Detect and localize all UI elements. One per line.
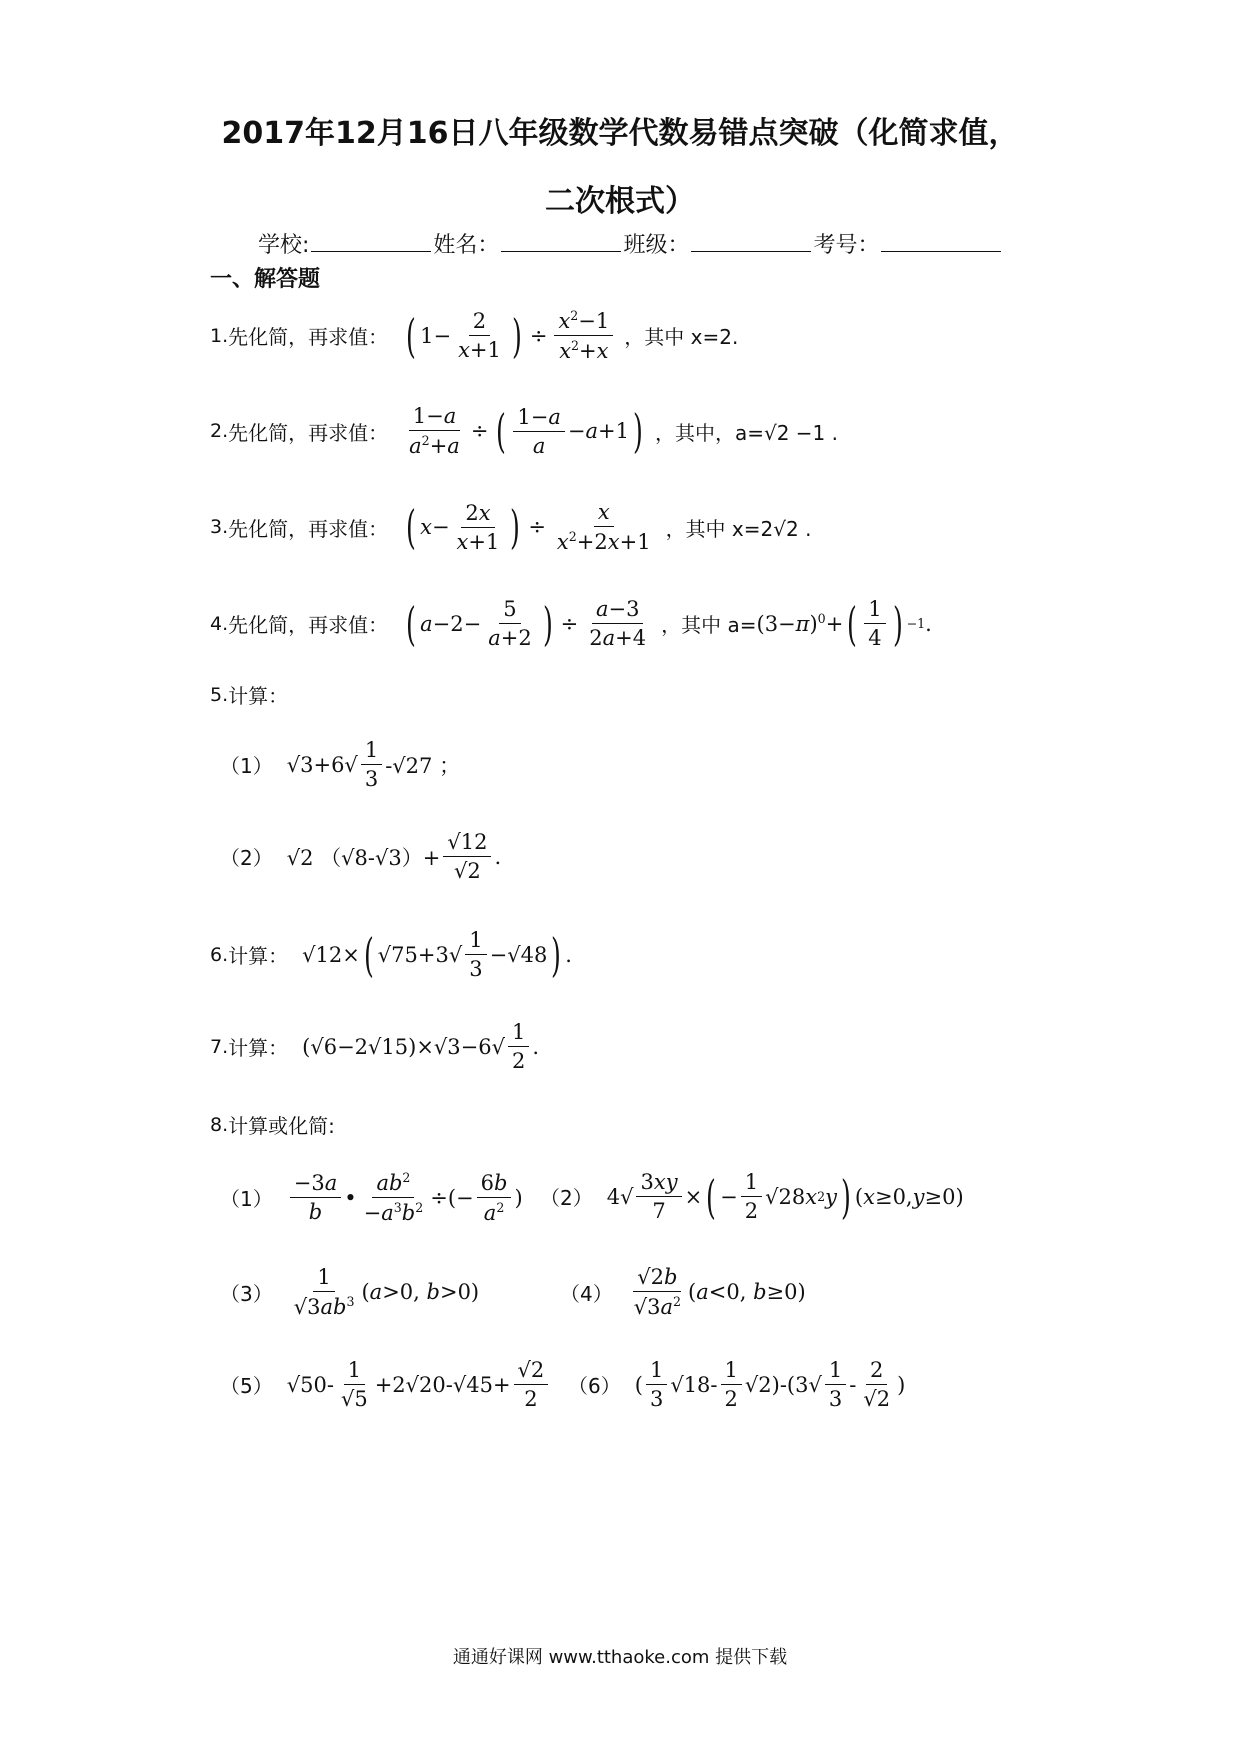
page-title-line1: 2017年12月16日八年级数学代数易错点突破（化简求值， bbox=[221, 116, 1019, 151]
question-6: 6. 计算： √12× ( √75+3√ $\frac{1}{3}$ −√48 ) . bbox=[210, 927, 572, 982]
question-8-part-1: （1） $\frac{-3a}{b}$ • $\frac{ab^2}{-a^3b^2}$ ÷(− $\frac{6b}{a^2}$ ) bbox=[220, 1170, 523, 1225]
question-3: 3. 先化简，再求值： ( x − $\frac{2x}{x+1}$ ) ÷ $\frac{x}{x^2+2x+1}$ ，其中 x=2√2 . bbox=[210, 500, 812, 554]
name-blank bbox=[501, 231, 621, 252]
exam-no-label: 考号： bbox=[813, 233, 880, 258]
page-title-line2: 二次根式） bbox=[545, 184, 695, 219]
question-1: 1. 先化简，再求值： ( 1− $\frac{2}{x+1}$ ) ÷ $\frac{x^2-1}{x^2+x}$ ，其中 x=2. bbox=[210, 308, 739, 363]
question-8: 8. 计算或化简: bbox=[210, 1113, 335, 1138]
question-8-part-6: （6） ( $\frac{1}{3}$ √18- $\frac{1}{2}$ √2)-(3√ $\frac{1}{3}$ - $\frac{2}{√2}$ ) bbox=[568, 1358, 906, 1411]
question-8-part-5: （5） √50- $\frac{1}{√5}$ +2√20-√45+ $\frac{√2}{2}$ bbox=[220, 1358, 551, 1411]
page-footer: 通通好课网 www.tthaoke.com 提供下载 bbox=[452, 1647, 788, 1668]
question-7: 7. 计算： (√6−2√15)×√3−6√ $\frac{1}{2}$ . bbox=[210, 1020, 540, 1073]
school-label: 学校: bbox=[258, 233, 310, 258]
student-info-row bbox=[258, 228, 1003, 259]
section-heading: 一、解答题 bbox=[210, 267, 321, 292]
question-5-part-2: （2） √2 （√8-√3）+ $\frac{√12}{√2}$ . bbox=[220, 830, 502, 883]
question-8-part-3: （3） $\frac{1}{√3ab^3}$ ( a >0, b >0) bbox=[220, 1265, 480, 1319]
name-label: 姓名： bbox=[433, 233, 500, 258]
exam-no-blank bbox=[881, 231, 1001, 252]
class-blank bbox=[691, 231, 811, 252]
class-label: 班级： bbox=[623, 233, 690, 258]
question-5: 5. 计算： bbox=[210, 683, 289, 708]
question-8-part-2: （2） 4√ $\frac{3xy}{7}$ × ( − $\frac{1}{2}$ √28 x 2 y ) ( x ≥0, y ≥0) bbox=[540, 1169, 964, 1224]
question-8-part-4: （4） $\frac{√2b}{√3a^2}$ ( a <0, b ≥0) bbox=[560, 1265, 806, 1319]
question-5-part-1: （1） √3+6√ $\frac{1}{3}$ -√27 ； bbox=[220, 738, 461, 791]
question-4: 4. 先化简，再求值： ( a −2− $\frac{5}{a+2}$ ) ÷ $\frac{a-3}{2a+4}$ ，其中 a= $(3-\pi)^0+$ ( $\frac{1}{4}$ ) −1 . bbox=[210, 596, 932, 651]
school-blank bbox=[311, 231, 431, 252]
question-2: 2. 先化简，再求值： $\frac{1-a}{a^2+a}$ ÷ ( $\frac{1-a}{a}$ − a +1 ) ，其中，a=√2 −1 . bbox=[210, 404, 838, 458]
